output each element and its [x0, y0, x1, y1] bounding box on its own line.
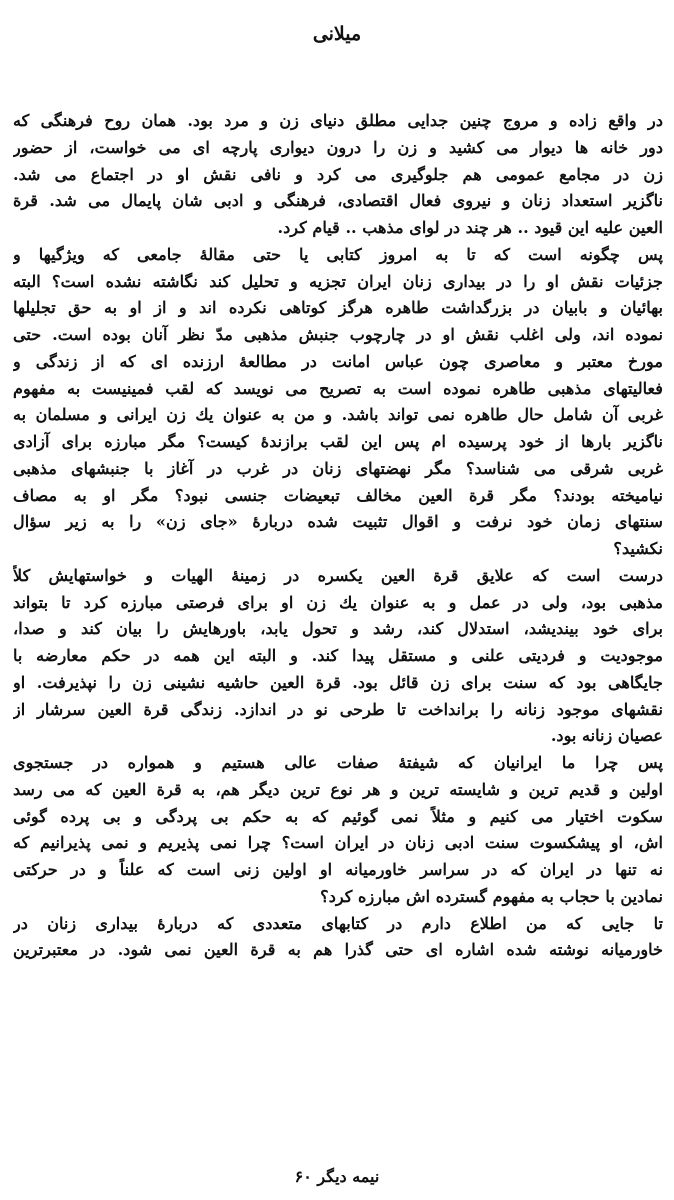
text-line: نمادین با حجاب به مفهوم گسترده اش مبارزه کرد؟ — [320, 886, 663, 906]
text-line: اش، او پیشکسوت سنت ادبی زنان در ایران است؟ چرا نمی پذیریم و نمی پذیرانیم که — [13, 833, 663, 853]
paragraph-3 — [13, 563, 663, 750]
text-line: عصیان زنانه بود. — [550, 726, 663, 746]
text-line: مورخ معتبر و معاصری چون عباس امانت در مطالعهٔ ارزنده ای که از زندگی و — [13, 351, 663, 371]
text-line: موجودیت و فردیتی علنی و مستقل پیدا کند. و البته این همه در حکم معارضه با — [13, 646, 663, 665]
text-line: نکشید؟ — [613, 539, 663, 558]
text-line: پس چرا ما ایرانیان که شیفتهٔ صفات عالی هستیم و همواره در جستجوی — [13, 753, 663, 772]
paragraph-2 — [13, 242, 663, 563]
text-line: ناگزیر استعداد زنان و نیروی فعال اقتصادی، فرهنگی و ادبی شان پایمال می شد. قرة — [13, 191, 663, 211]
body-text — [13, 108, 663, 1148]
text-line: فعالیتهای مذهبی طاهره نموده است به تصریح می نویسد که لقب فمینیست به مفهوم — [13, 378, 663, 398]
text-line: دور خانه ها دیوار می کشید و زن را درون دیواری پارچه ای می خواست، از حضور — [13, 137, 663, 157]
text-line: نه تنها در ایران که در سراسر خاورمیانه او اولین زنی است که علناً و در حرکتی — [13, 860, 663, 879]
text-line: ناگزیر بارها از خود پرسیده ام پس این لقب برازندهٔ کیست؟ مگر مبارزه برای آزادی — [13, 432, 663, 451]
paragraph-4 — [13, 750, 663, 911]
text-line: غربی شرقی می شناسد؟ مگر نهضتهای زنان در غرب در آغاز با جنبشهای مذهبی — [13, 458, 663, 478]
text-line: پس چگونه است که تا به امروز کتابی یا حتی مقالهٔ جامعی که ویژگیها و — [13, 244, 663, 264]
text-line: سنتهای زمان خود نرفت و اقوال تثبیت شده دربارهٔ «جای زن» را به زیر سؤال — [13, 512, 663, 532]
text-line: در واقع زاده و مروج چنین جدایی مطلق دنیای زن و مرد بود. همان روح فرهنگی که — [13, 111, 663, 130]
text-line: غربی آن شامل حال طاهره نمی تواند باشد. و من به عنوان یك زن ایرانی و مسلمان به — [13, 405, 663, 425]
text-line: جزئیات نقش او را در بیداری زنان ایران تجزیه و تحلیل کند نگاشته نشده است؟ البته — [13, 271, 663, 291]
text-line: نیامیخته بودند؟ مگر قرة العین مخالف تبعیضات جنسی نبود؟ مگر او به مصاف — [13, 485, 663, 505]
text-line: زن در مجامع عمومی هم جلوگیری می کرد و نافی نقش او در اجتماع می شد. — [13, 164, 663, 184]
text-line: اولین و قدیم ترین و شایسته ترین و هر نوع ترین دیگر هم، به قرة العین که می رسد — [13, 779, 663, 799]
paragraph-5 — [13, 911, 663, 965]
text-line: نموده اند، ولی اغلب نقش او در چارچوب جنبش مذهبی مدّ نظر آنان بوده است. حتی — [13, 325, 663, 344]
text-line: مذهبی بود، ولی در عمل و به عنوان یك زن او برای فرصتی مبارزه کرد تا بتواند — [13, 592, 663, 612]
text-line: تا جایی که من اطلاع دارم در کتابهای متعددی که دربارهٔ بیداری زنان در — [13, 913, 663, 933]
text-line: نقشهای موجود زنانه را برانداخت تا طرحی نو در اندازد. زندگی قرة العین سرشار از — [13, 699, 663, 719]
text-line: جایگاهی بود که سنت برای زن قائل بود. قرة العین حاشیه نشینی زن را نپذیرفت. او — [13, 672, 663, 692]
page-footer: نیمه دیگر ۶۰ — [294, 1167, 380, 1186]
paragraph-1 — [13, 108, 663, 242]
text-line: العین علیه این قیود .. هر چند در لوای مذهب .. قیام کرد. — [277, 218, 663, 237]
text-line: خاورمیانه نوشته شده اشاره ای حتی گذرا هم به قرة العین نمی شود. در معتبرترین — [13, 940, 663, 960]
text-line: برای خود بیندیشد، استدلال کند، رشد و تحول یابد، باورهایش را بیان کند و صدا، — [13, 619, 663, 639]
running-head: میلانی — [312, 23, 362, 45]
text-line: سکوت اختیار می کنیم و مثلاً نمی گوئیم که به حکم بی پردگی و بی پرده گوئی — [13, 806, 663, 826]
text-line: درست است که علایق قرة العین یکسره در زمینهٔ الهیات و خواستهایش کلاً — [13, 565, 663, 585]
text-line: بهائیان و بابیان در بزرگداشت طاهره هرگز کوتاهی نکرده اند و از او به حق تجلیلها — [13, 298, 663, 318]
